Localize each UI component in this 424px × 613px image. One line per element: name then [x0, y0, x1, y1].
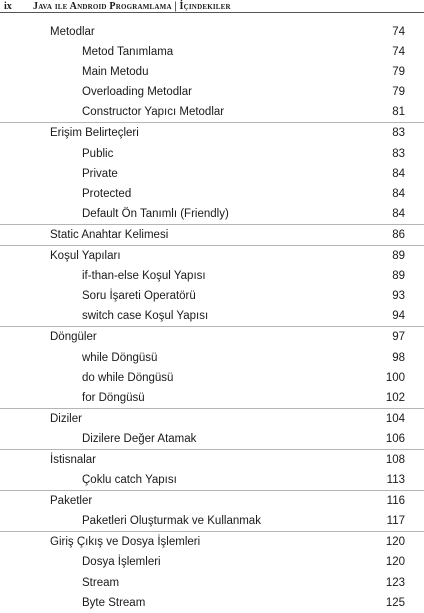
toc-entry-title: if-than-else Koşul Yapısı: [82, 270, 206, 283]
toc-entry-page: 84: [392, 207, 405, 220]
toc-entry-title: do while Döngüsü: [82, 371, 174, 384]
toc-entry-page: 83: [392, 127, 405, 140]
toc-section-row: [0, 224, 424, 245]
toc-entry-title: Default Ön Tanımlı (Friendly): [82, 207, 229, 220]
toc-entry-title: Private: [82, 167, 118, 180]
toc-entry-title: Döngüler: [50, 331, 97, 344]
toc-section-row: [0, 245, 424, 266]
running-header: [0, 0, 424, 14]
toc-entry-page: 74: [392, 26, 405, 38]
toc-entry-title: Overloading Metodlar: [82, 86, 192, 99]
toc-section-row: [0, 449, 424, 470]
toc-entry-page: 106: [385, 432, 405, 445]
toc-entry-page: 94: [392, 310, 405, 323]
toc-subsection-row: [0, 552, 424, 572]
toc-subsection-row: [0, 470, 424, 490]
toc-subsection-row: [0, 286, 424, 306]
toc-entry-title: for Döngüsü: [82, 391, 145, 404]
toc-subsection-row: [0, 164, 424, 184]
toc-entry-page: 74: [392, 46, 405, 59]
toc-entry-page: 81: [392, 106, 405, 119]
toc-entry-page: 120: [385, 556, 405, 569]
toc-subsection-row: [0, 368, 424, 388]
toc-entry-title: Paketler: [50, 495, 93, 508]
toc-entry-title: Protected: [82, 187, 132, 200]
toc-section-row: [0, 122, 424, 143]
toc-entry-page: 89: [392, 270, 405, 283]
toc-entry-page: 84: [392, 187, 405, 200]
toc-entry-title: İstisnalar: [50, 453, 97, 466]
toc-entry-title: Diziler: [50, 412, 82, 425]
toc-subsection-row: [0, 306, 424, 326]
toc-section-row: [0, 490, 424, 511]
toc-entry-page: 116: [386, 495, 405, 508]
toc-subsection-row: [0, 42, 424, 62]
toc-entry-title: Public: [82, 147, 114, 160]
toc-entry-page: 93: [392, 290, 405, 303]
toc-entry-title: Dizilere Değer Atamak: [82, 432, 197, 445]
toc-section-row: [0, 408, 424, 429]
toc-entry-page: 79: [392, 86, 405, 99]
toc-entry-page: 123: [385, 576, 405, 589]
toc-entry-title: Main Metodu: [82, 66, 149, 79]
toc-entry-page: 79: [392, 66, 405, 79]
running-title: Java ile Android Programlama | İçindekiler: [33, 1, 231, 12]
toc-section-row: [0, 22, 424, 42]
toc-subsection-row: [0, 184, 424, 204]
toc-subsection-row: [0, 62, 424, 82]
toc-entry-title: Dosya İşlemleri: [82, 556, 161, 569]
toc-entry-page: 86: [392, 228, 405, 241]
toc-section-row: [0, 531, 424, 552]
toc-subsection-row: [0, 102, 424, 122]
toc-entry-page: 108: [385, 453, 405, 466]
toc-entry-title: switch case Koşul Yapısı: [82, 310, 209, 323]
toc-subsection-row: [0, 348, 424, 368]
toc-subsection-row: [0, 204, 424, 224]
toc-subsection-row: [0, 266, 424, 286]
toc-entry-page: 100: [385, 371, 405, 384]
toc-subsection-row: [0, 144, 424, 164]
toc-entry-page: 113: [386, 474, 405, 487]
toc-subsection-row: [0, 573, 424, 593]
toc-subsection-row: [0, 388, 424, 408]
toc-entry-title: Giriş Çıkış ve Dosya İşlemleri: [50, 536, 201, 549]
toc-entry-page: 104: [385, 412, 405, 425]
toc-entry-title: Metod Tanımlama: [82, 46, 174, 59]
toc-entry-title: Koşul Yapıları: [50, 250, 121, 263]
toc-entry-page: 97: [392, 331, 405, 344]
toc-entry-page: 83: [392, 147, 405, 160]
toc-entry-title: Çoklu catch Yapısı: [82, 474, 177, 487]
toc-entry-title: Constructor Yapıcı Metodlar: [82, 106, 225, 119]
toc-subsection-row: [0, 429, 424, 449]
toc-entry-page: 98: [392, 351, 405, 364]
toc-subsection-row: [0, 82, 424, 102]
table-of-contents: [0, 22, 424, 613]
header-rule: [0, 12, 424, 13]
toc-entry-title: Soru İşareti Operatörü: [82, 290, 196, 303]
toc-entry-page: 84: [392, 167, 405, 180]
toc-subsection-row: [0, 593, 424, 613]
toc-entry-page: 89: [392, 250, 405, 263]
toc-entry-title: Paketleri Oluşturmak ve Kullanmak: [82, 515, 261, 528]
toc-entry-page: 117: [386, 515, 405, 528]
toc-entry-page: 125: [385, 596, 405, 609]
toc-entry-title: while Döngüsü: [82, 351, 158, 364]
page-number-roman: ix: [4, 1, 12, 12]
toc-subsection-row: [0, 511, 424, 531]
toc-entry-title: Byte Stream: [82, 596, 146, 609]
toc-entry-title: Erişim Belirteçleri: [50, 127, 139, 140]
toc-entry-page: 102: [385, 391, 405, 404]
toc-entry-title: Stream: [82, 576, 120, 589]
toc-entry-page: 120: [385, 536, 405, 549]
toc-section-row: [0, 326, 424, 347]
toc-entry-title: Metodlar: [50, 26, 95, 38]
toc-entry-title: Static Anahtar Kelimesi: [50, 228, 169, 241]
